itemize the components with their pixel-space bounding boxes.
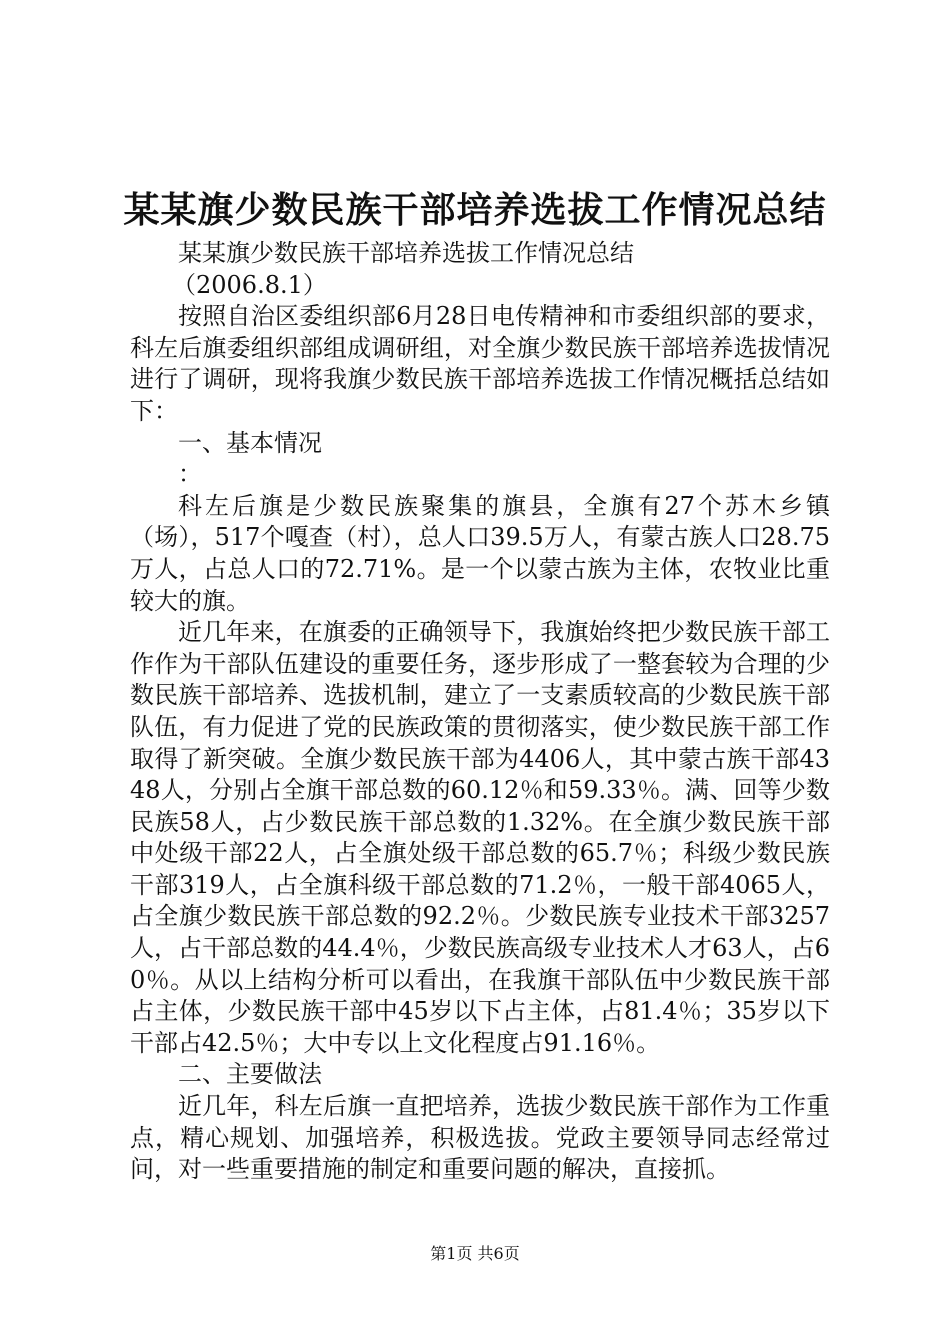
paragraph-methods: 近几年，科左后旗一直把培养，选拔少数民族干部作为工作重点，精心规划、加强培养，积极选拔。党政主要领导同志经常过问，对一些重要措施的制定和重要问题的解决，直接抓。: [130, 1092, 830, 1184]
document-subtitle: 某某旗少数民族干部培养选拔工作情况总结: [178, 239, 634, 267]
paragraph-intro: 按照自治区委组织部6月28日电传精神和市委组织部的要求，科左后旗委组织部组成调研组，对全旗少数民族干部培养选拔情况进行了调研，现将我旗少数民族干部培养选拔工作情况概括总结如下：: [130, 302, 830, 425]
paragraph-colon: ：: [178, 460, 202, 489]
paragraph-statistics: 近几年来，在旗委的正确领导下，我旗始终把少数民族干部工作作为干部队伍建设的重要任务，逐步形成了一整套较为合理的少数民族干部培养、选拔机制，建立了一支素质较高的少数民族干部队伍，有力促进了党的民族政策的贯彻落实，使少数民族干部工作取得了新突破。全旗少数民族干部为4406人，其中蒙古族干部4348人，分别占全旗干部总数的60.12％和59.33％。满、回等少数民族58人，占少数民族干部总数的1.32%。在全旗少数民族干部中处级干部22人，占全旗处级干部总数的65.7％；科级少数民族干部319人，占全旗科级干部总数的71.2％，一般干部4065人，占全旗少数民族干部总数的92.2％。少数民族专业技术干部3257人，占干部总数的44.4％，少数民族高级专业技术人才63人，占60％。从以上结构分析可以看出，在我旗干部队伍中少数民族干部占主体，少数民族干部中45岁以下占主体，占81.4％；35岁以下干部占42.5％；大中专以上文化程度占91.16％。: [130, 618, 830, 1057]
paragraph-overview: 科左后旗是少数民族聚集的旗县，全旗有27个苏木乡镇（场），517个嘎查（村），总人口39.5万人，有蒙古族人口28.75万人，占总人口的72.71%。是一个以蒙古族为主体，农牧业比重较大的旗。: [130, 491, 830, 615]
document-body: [130, 238, 830, 1186]
document-title: 某某旗少数民族干部培养选拔工作情况总结: [123, 189, 827, 231]
document-date: （2006.8.1）: [172, 270, 327, 299]
page-number: 第1页 共6页: [430, 1244, 520, 1263]
section-heading-methods: 二、主要做法: [178, 1060, 322, 1089]
section-heading-basic: 一、基本情况: [178, 428, 322, 457]
